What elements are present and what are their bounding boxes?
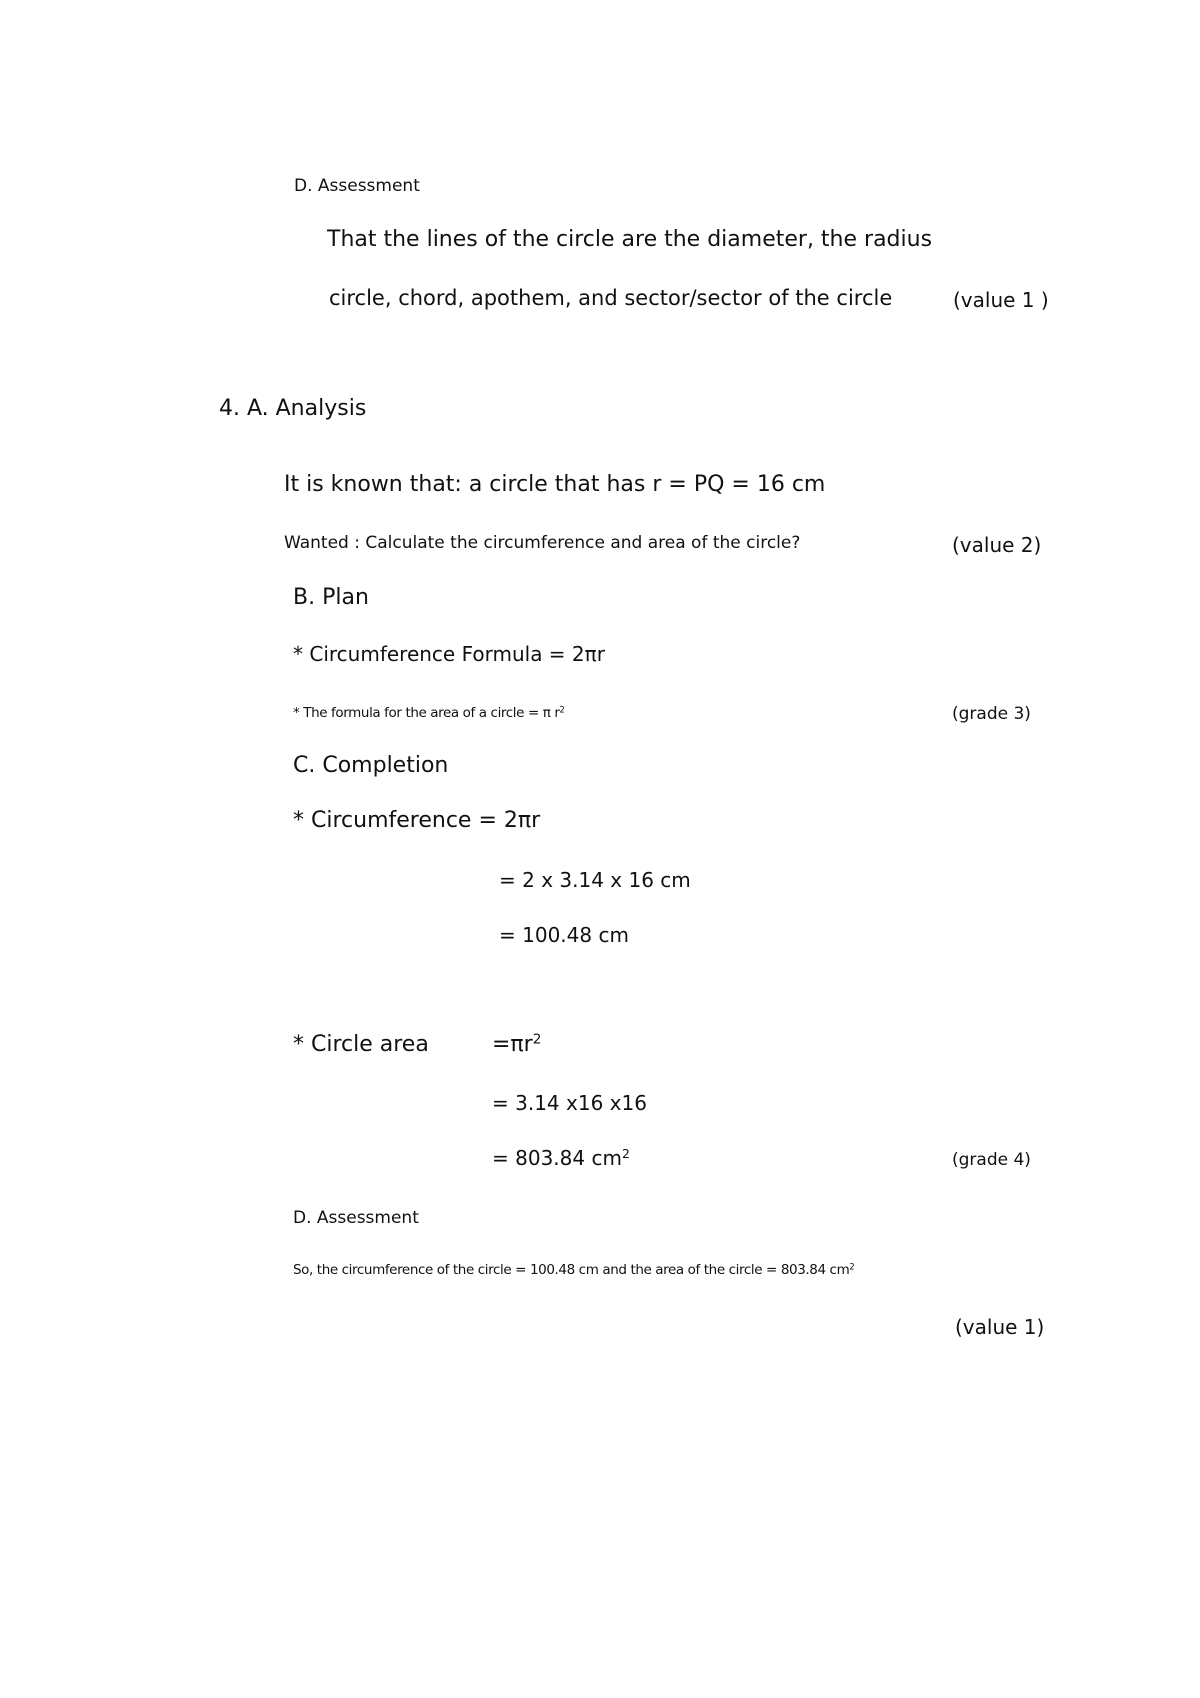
assessment-heading-1: D. Assessment [294,176,420,196]
analysis-heading: 4. A. Analysis [219,396,367,421]
assessment-heading-2: D. Assessment [293,1208,419,1228]
circumference-step-1: = 2 x 3.14 x 16 cm [499,868,691,892]
area-formula [492,1032,541,1058]
assessment-conclusion-text: So, the circumference of the circle = 100.48 cm and the area of the circle = 803.84 cm [293,1262,850,1278]
assessment-line-2: circle, chord, apothem, and sector/sector of the circle [329,286,893,310]
assessment-score-2: (value 1) [955,1315,1045,1339]
completion-heading: C. Completion [293,753,449,778]
plan-formula-area [293,705,564,721]
area-formula-text: =πr [492,1032,533,1057]
circumference-formula: * Circumference = 2πr [293,808,541,833]
area-step-1: = 3.14 x16 x16 [492,1091,647,1115]
circumference-step-2: = 100.48 cm [499,923,629,947]
plan-score: (grade 3) [952,704,1031,724]
completion-score: (grade 4) [952,1150,1031,1170]
assessment-conclusion-exponent: 2 [849,1261,855,1272]
plan-formula-circumference: * Circumference Formula = 2πr [293,642,605,666]
area-formula-exponent: 2 [532,1031,542,1048]
area-label: * Circle area [293,1032,429,1057]
plan-heading: B. Plan [293,585,369,610]
area-step-2-text: = 803.84 cm [492,1146,622,1170]
assessment-conclusion [293,1262,854,1278]
known-statement: It is known that: a circle that has r = PQ = 16 cm [284,472,826,497]
plan-formula-area-exponent: 2 [559,704,565,715]
assessment-line-1: That the lines of the circle are the diameter, the radius [327,227,933,252]
wanted-statement: Wanted : Calculate the circumference and area of the circle? [284,533,801,553]
assessment-score-1: (value 1 ) [953,288,1049,312]
analysis-score: (value 2) [952,533,1042,557]
area-step-2 [492,1146,630,1170]
area-step-2-exponent: 2 [621,1146,630,1162]
plan-formula-area-text: * The formula for the area of a circle = π r [293,705,560,721]
